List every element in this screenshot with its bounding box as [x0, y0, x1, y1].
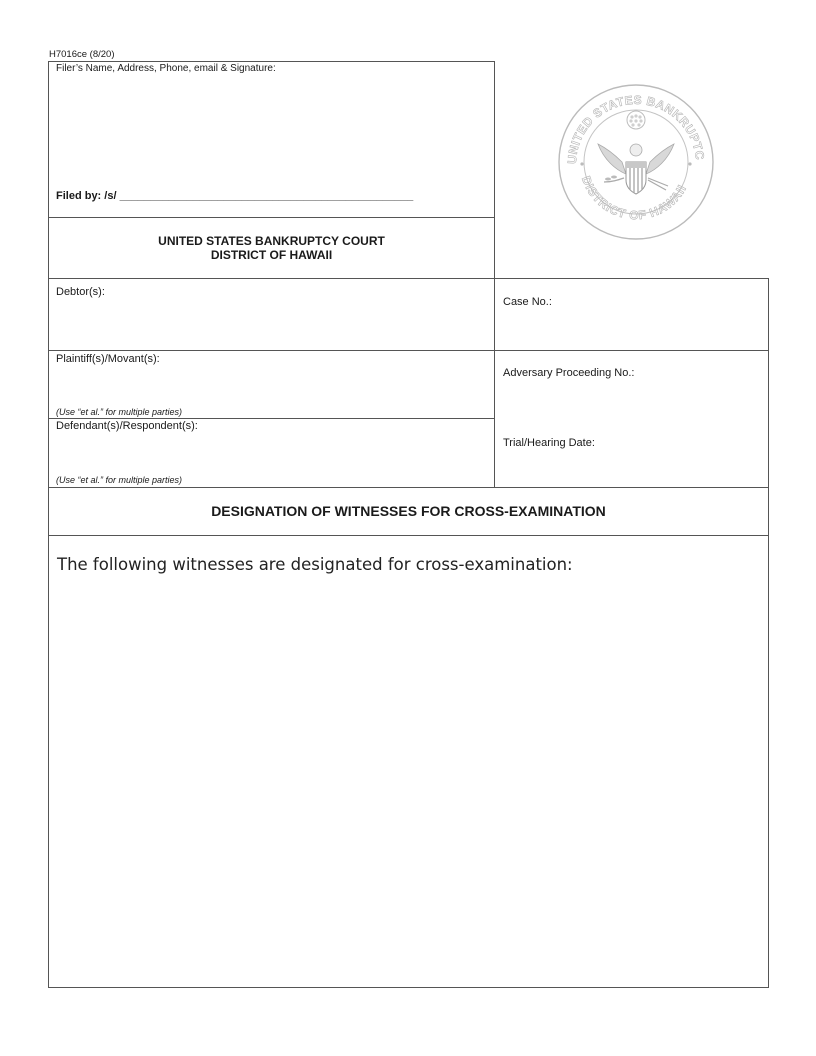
- adversary-trial-box: [494, 350, 769, 488]
- witness-intro-text: The following witnesses are designated for cross-examination:: [57, 555, 573, 574]
- filed-by-line: ________________________________________________: [119, 190, 414, 202]
- case-no-box[interactable]: [494, 278, 769, 351]
- seal-bottom-text: DISTRICT OF HAWAII: [578, 174, 690, 223]
- filer-box: [48, 61, 495, 218]
- seal-top-text: UNITED STATES BANKRUPTC: [564, 92, 707, 165]
- case-no-label: Case No.:: [503, 296, 552, 308]
- filed-by-field[interactable]: [56, 190, 413, 202]
- title-box: [48, 487, 769, 536]
- defendant-note: (Use “et al.” for multiple parties): [56, 475, 183, 485]
- defendant-box[interactable]: [48, 418, 495, 488]
- plaintiff-box[interactable]: [48, 350, 495, 419]
- adversary-label[interactable]: Adversary Proceeding No.:: [503, 367, 635, 379]
- body-box[interactable]: [48, 535, 769, 988]
- filer-label: Filer’s Name, Address, Phone, email & Signature:: [56, 63, 276, 74]
- debtor-label: Debtor(s):: [56, 286, 105, 298]
- form-code: H7016ce (8/20): [49, 49, 115, 60]
- defendant-label: Defendant(s)/Respondent(s):: [56, 420, 198, 432]
- court-district: DISTRICT OF HAWAII: [210, 248, 333, 262]
- debtor-box[interactable]: [48, 278, 495, 351]
- plaintiff-label: Plaintiff(s)/Movant(s):: [56, 353, 160, 365]
- filed-by-label: Filed by: /s/: [56, 190, 117, 202]
- document-title: DESIGNATION OF WITNESSES FOR CROSS-EXAMINATION: [211, 503, 606, 519]
- court-box: [48, 217, 495, 279]
- court-title: [49, 234, 494, 262]
- plaintiff-note: (Use “et al.” for multiple parties): [56, 407, 183, 417]
- court-seal-icon: [556, 82, 716, 242]
- court-name: UNITED STATES BANKRUPTCY COURT: [158, 234, 385, 248]
- trial-date-label[interactable]: Trial/Hearing Date:: [503, 437, 595, 449]
- court-seal: [556, 82, 716, 242]
